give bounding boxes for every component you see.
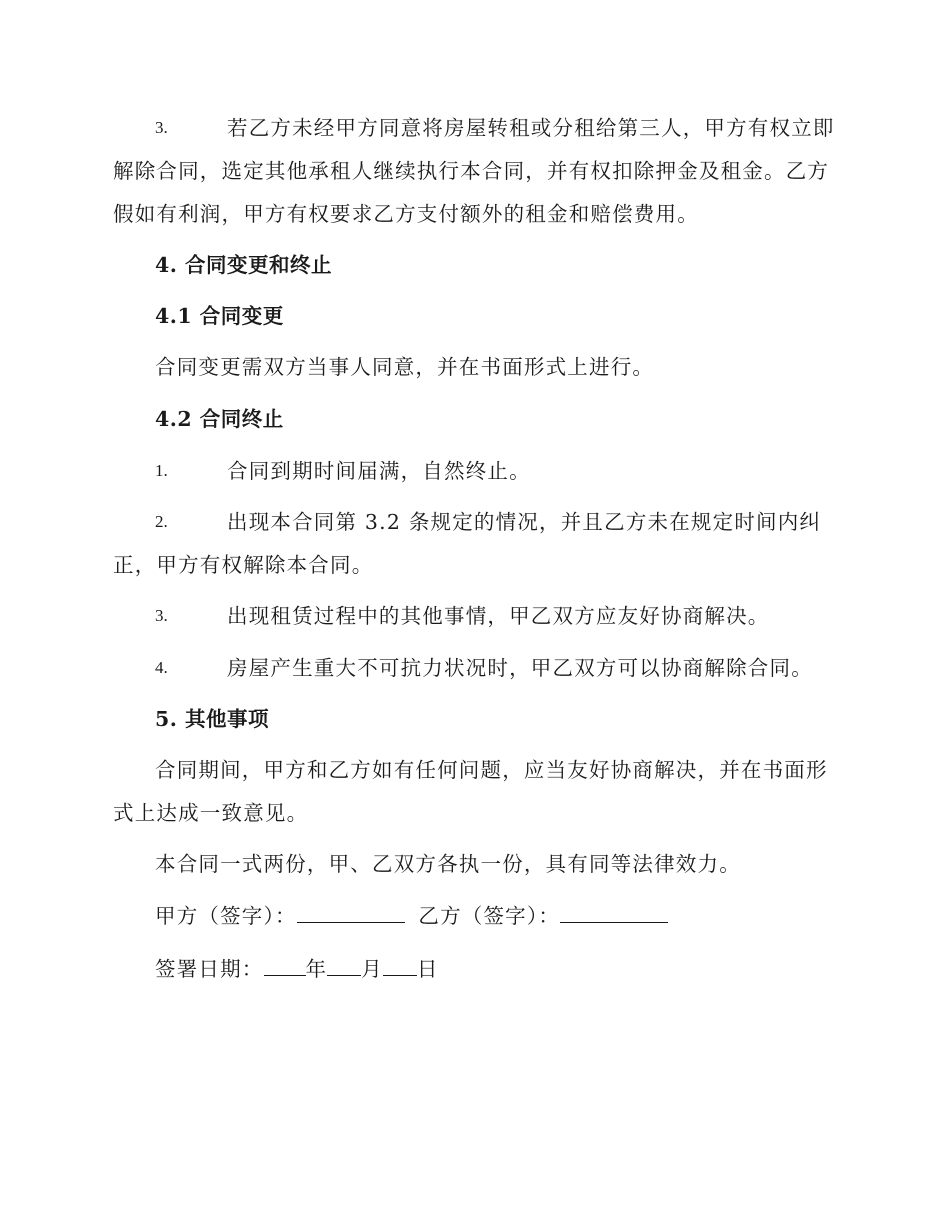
list-item-line: 合同到期时间届满，自然终止。 xyxy=(227,459,531,483)
subsection-heading: 4.1 合同变更 xyxy=(155,304,284,328)
subsection-heading: 4.2 合同终止 xyxy=(155,407,284,431)
signature-row xyxy=(155,904,668,928)
party-a-signature-blank[interactable] xyxy=(297,904,405,923)
paragraph-line: 式上达成一致意见。 xyxy=(113,801,309,825)
paragraph-line: 合同变更需双方当事人同意，并在书面形式上进行。 xyxy=(155,355,655,379)
list-number: 4. xyxy=(155,658,168,677)
party-b-signature-blank[interactable] xyxy=(560,904,668,923)
section-heading: 4. 合同变更和终止 xyxy=(155,253,333,277)
year-blank[interactable] xyxy=(264,957,306,976)
list-item-line: 出现本合同第 3.2 条规定的情况，并且乙方未在规定时间内纠 xyxy=(227,510,822,534)
day-blank[interactable] xyxy=(383,957,417,976)
list-number: 1. xyxy=(155,461,168,480)
party-b-label: 乙方（签字）： xyxy=(418,904,561,928)
list-number: 3. xyxy=(155,606,168,625)
paragraph-line: 假如有利润，甲方有权要求乙方支付额外的租金和赔偿费用。 xyxy=(113,202,699,226)
paragraph-line: 本合同一式两份，甲、乙双方各执一份，具有同等法律效力。 xyxy=(155,852,741,876)
paragraph-line: 合同期间，甲方和乙方如有任何问题，应当友好协商解决，并在书面形 xyxy=(155,758,828,782)
list-number: 3. xyxy=(155,118,168,137)
month-blank[interactable] xyxy=(327,957,361,976)
paragraph-line: 解除合同，选定其他承租人继续执行本合同，并有权扣除押金及租金。乙方 xyxy=(113,159,830,183)
date-label: 签署日期： xyxy=(155,957,264,981)
list-item-line: 出现租赁过程中的其他事情，甲乙双方应友好协商解决。 xyxy=(227,604,770,628)
section-heading: 5. 其他事项 xyxy=(155,707,270,731)
day-label: 日 xyxy=(416,957,439,981)
paragraph-line: 若乙方未经甲方同意将房屋转租或分租给第三人，甲方有权立即 xyxy=(227,116,835,140)
year-label: 年 xyxy=(305,957,328,981)
list-number: 2. xyxy=(155,512,168,531)
party-a-label: 甲方（签字）： xyxy=(155,904,297,928)
date-row xyxy=(155,957,439,981)
list-item-line: 正，甲方有权解除本合同。 xyxy=(113,553,374,577)
month-label: 月 xyxy=(361,957,383,981)
list-item-line: 房屋产生重大不可抗力状况时，甲乙双方可以协商解除合同。 xyxy=(227,656,813,680)
